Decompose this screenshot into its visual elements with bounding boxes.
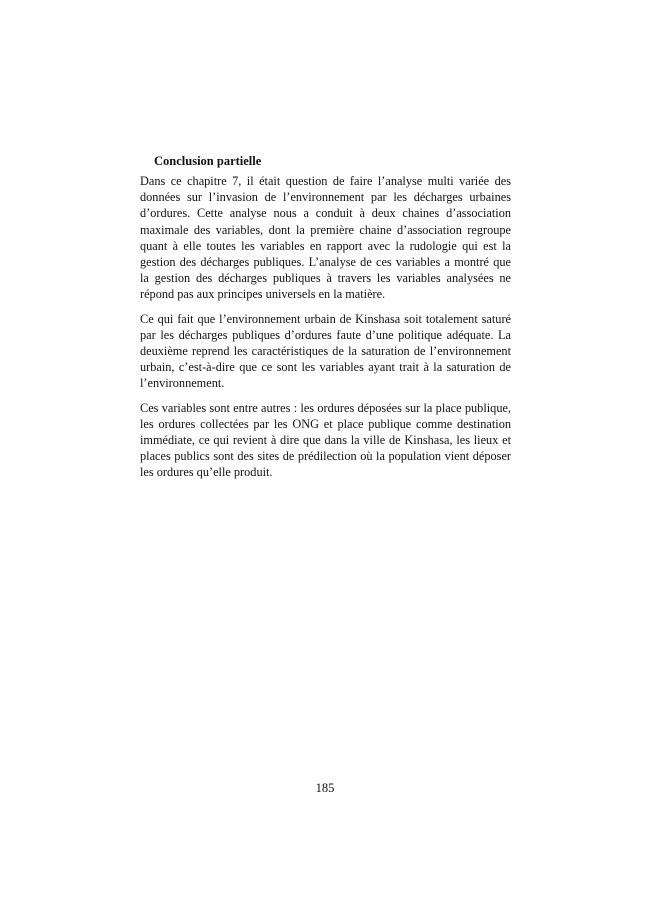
paragraph-1: Dans ce chapitre 7, il était question de faire l’analyse multi variée des données sur l’invasion de l’environnement par les décharges urbaines d’ordures. Cette analyse nous a conduit à deux chaines d’association maximale des variables, dont la première chaine d’association regroupe quant à elle toutes les variables en rapport avec la rudologie qui est la gestion des décharges publiques. L’analyse de ces variables a montré que la gestion des décharges publiques à travers les variables analysées ne répond pas aux principes universels en la matière. [140,174,511,302]
paragraph-2: Ce qui fait que l’environnement urbain de Kinshasa soit totalement saturé par les décharges publiques d’ordures faute d’une politique adéquate. La deuxième reprend les caractéristiques de la saturation de l’environnement urbain, c’est-à-dire que ce sont les variables ayant trait à la saturation de l’environnement. [140,311,511,391]
section-heading: Conclusion partielle [154,154,262,168]
page-number: 185 [315,781,335,795]
page-content [140,153,511,489]
paragraph-3: Ces variables sont entre autres : les ordures déposées sur la place publique, les ordures collectées par les ONG et place publique comme destination immédiate, ce qui revient à dire que dans la ville de Kinshasa, les lieux et places publics sont des sites de prédilection où la population vient déposer les ordures qu’elle produit. [140,400,511,480]
